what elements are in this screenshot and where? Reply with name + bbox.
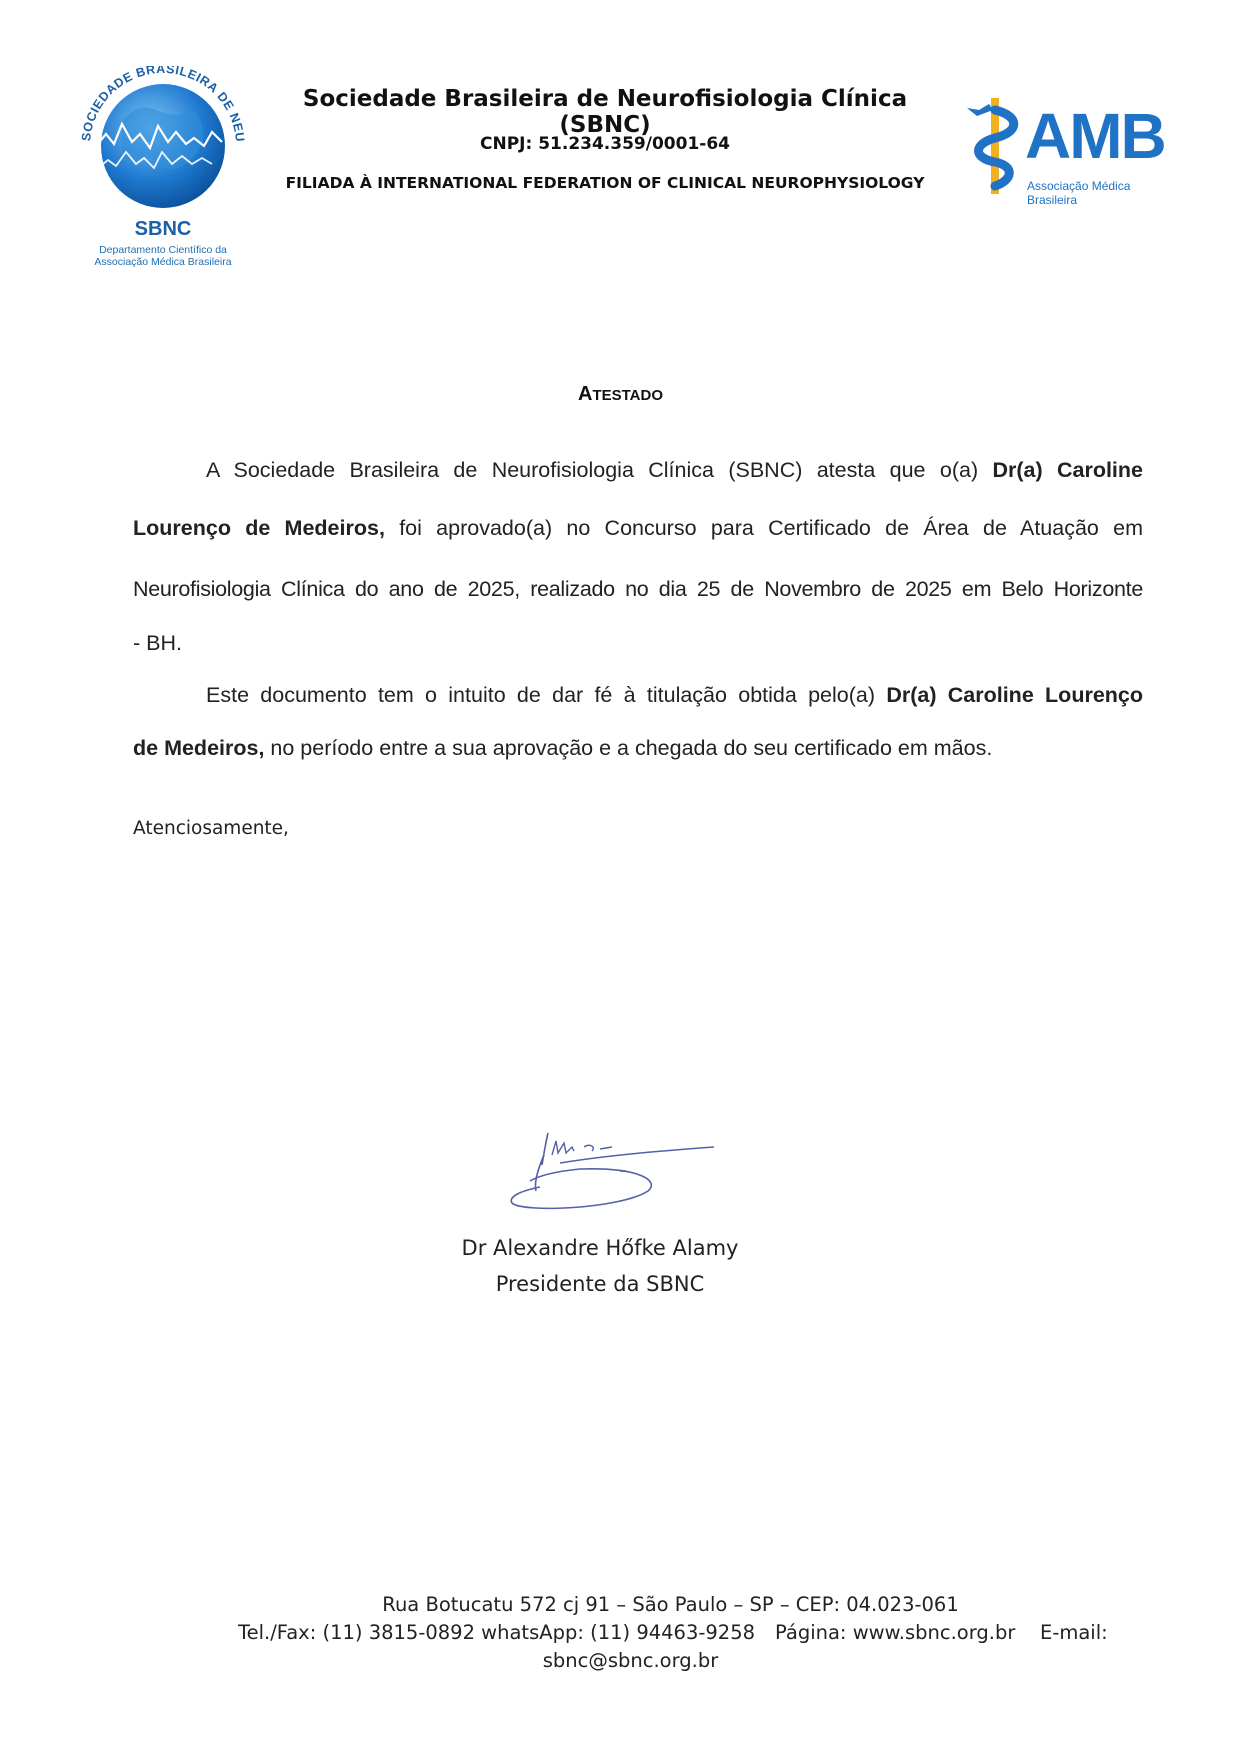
signer-name: Dr Alexandre Hőfke Alamy bbox=[461, 1236, 739, 1260]
p1-l1-bold: Dr(a) Caroline bbox=[992, 458, 1143, 482]
amb-logo-caption: Associação Médica Brasileira bbox=[1027, 179, 1131, 207]
footer-email: sbnc@sbnc.org.br bbox=[542, 1649, 719, 1672]
sbnc-logo bbox=[68, 66, 258, 276]
organization-cnpj: CNPJ: 51.234.359/0001-64 bbox=[480, 134, 730, 154]
p2-l2-bold: de Medeiros, bbox=[133, 736, 265, 760]
p2-l2-text: no período entre a sua aprovação e a chegada do seu certificado em mãos. bbox=[264, 736, 993, 760]
document-title bbox=[0, 383, 1241, 406]
sbnc-logo-name: SBNC bbox=[134, 218, 192, 240]
document-title-initial: A bbox=[577, 383, 593, 405]
p1-l1-text: A Sociedade Brasileira de Neurofisiologia Clínica (SBNC) atesta que o(a) bbox=[206, 458, 993, 482]
paragraph1-line3: Neurofisiologia Clínica do ano de 2025, realizado no dia 25 de Novembro de 2025 em Belo Horizonte bbox=[133, 577, 1143, 601]
footer-phone: Tel./Fax: (11) 3815-0892 whatsApp: (11) 94463-9258 bbox=[238, 1621, 756, 1644]
sbnc-logo-caption-line1: Departamento Científico da bbox=[99, 244, 227, 256]
amb-logo bbox=[965, 98, 1175, 207]
document-title-rest: TESTADO bbox=[592, 387, 663, 404]
svg-text:SOCIEDADE BRASILEIRA DE NEUROF: SOCIEDADE BRASILEIRA DE NEU bbox=[79, 66, 248, 143]
organization-affiliation: FILIADA À INTERNATIONAL FEDERATION OF CLINICAL NEUROPHYSIOLOGY bbox=[285, 174, 925, 192]
sbnc-logo-caption bbox=[68, 244, 258, 268]
sbnc-logo-caption-line2: Associação Médica Brasileira bbox=[94, 256, 232, 268]
p1-l2-text: foi aprovado(a) no Concurso para Certificado de Área de Atuação em bbox=[384, 516, 1143, 540]
footer-website: Página: www.sbnc.org.br bbox=[775, 1621, 1016, 1644]
caduceus-icon bbox=[965, 98, 1025, 202]
amb-logo-letters: AMB bbox=[1025, 100, 1165, 172]
p2-l1-bold: Dr(a) Caroline Lourenço bbox=[886, 683, 1143, 707]
organization-title: Sociedade Brasileira de Neurofisiologia Clínica (SBNC) bbox=[302, 86, 908, 138]
signer-role: Presidente da SBNC bbox=[495, 1272, 705, 1296]
p1-l2-bold: Lourenço de Medeiros, bbox=[133, 516, 385, 540]
paragraph1-line4: - BH. bbox=[133, 631, 182, 655]
closing-salutation: Atenciosamente, bbox=[133, 818, 289, 839]
paragraph1-line1 bbox=[206, 458, 1143, 483]
paragraph2-line2 bbox=[133, 736, 1143, 761]
p2-l1-text: Este documento tem o intuito de dar fé à titulação obtida pelo(a) bbox=[206, 683, 887, 707]
sbnc-globe-icon bbox=[68, 66, 258, 216]
footer-address: Rua Botucatu 572 cj 91 – São Paulo – SP – CEP: 04.023-061 bbox=[382, 1593, 959, 1616]
paragraph2-line1 bbox=[206, 683, 1143, 708]
signature bbox=[500, 1125, 725, 1210]
paragraph1-line2 bbox=[133, 516, 1143, 541]
footer-email-label: E-mail: bbox=[1040, 1621, 1108, 1644]
